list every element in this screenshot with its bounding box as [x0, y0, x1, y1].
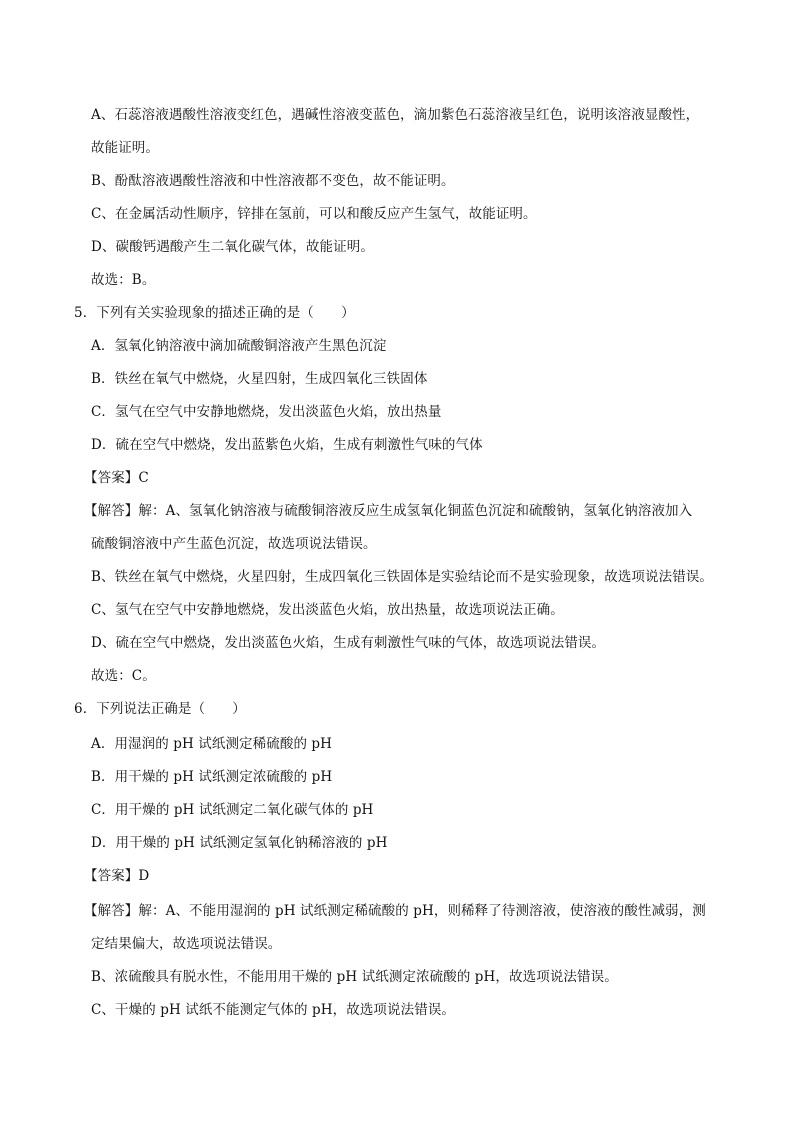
q6-option-a: A．用湿润的 pH 试纸测定稀硫酸的 pH	[91, 736, 333, 752]
q6-answer: 【答案】D	[84, 868, 150, 884]
q5-analysis-line-2: 硫酸铜溶液中产生蓝色沉淀，故选项说法错误。	[91, 536, 377, 552]
q5-option-b: B．铁丝在氧气中燃烧，火星四射，生成四氧化三铁固体	[91, 371, 428, 387]
q5-analysis-line-1: 【解答】解：A、氢氧化钠溶液与硫酸铜溶液反应生成氢氧化铜蓝色沉淀和硫酸钠，氢氧化钠溶液加入	[84, 503, 693, 519]
q4-analysis-line-a: A、石蕊溶液遇酸性溶液变红色，遇碱性溶液变蓝色，滴加紫色石蕊溶液呈红色，说明该溶液显酸性，	[91, 107, 700, 123]
q4-analysis-line-d: D、碳酸钙遇酸产生二氧化碳气体，故能证明。	[91, 239, 374, 255]
q6-analysis-line-2: 定结果偏大，故选项说法错误。	[91, 936, 282, 952]
q5-final-choice: 故选：C。	[91, 668, 156, 684]
q5-option-d: D．硫在空气中燃烧，发出蓝紫色火焰，生成有刺激性气味的气体	[91, 437, 483, 453]
q6-option-d: D．用干燥的 pH 试纸测定氢氧化钠稀溶液的 pH	[91, 835, 388, 851]
q4-analysis-line-b: B、酚酞溶液遇酸性溶液和中性溶液都不变色，故不能证明。	[91, 173, 455, 189]
q4-analysis-line-a-cont: 故能证明。	[91, 140, 159, 156]
q5-analysis-line-5: D、硫在空气中燃烧，发出淡蓝色火焰，生成有刺激性气味的气体，故选项说法错误。	[91, 635, 606, 651]
q5-option-a: A．氢氧化钠溶液中滴加硫酸铜溶液产生黑色沉淀	[91, 338, 387, 354]
q4-analysis-line-c: C、在金属活动性顺序，锌排在氢前，可以和酸反应产生氢气，故能证明。	[91, 206, 537, 222]
q6-option-b: B．用干燥的 pH 试纸测定浓硫酸的 pH	[91, 769, 333, 785]
q6-analysis-line-3: B、浓硫酸具有脱水性，不能用用干燥的 pH 试纸测定浓硫酸的 pH，故选项说法错误。	[91, 969, 618, 985]
q6-analysis-line-1: 【解答】解：A、不能用湿润的 pH 试纸测定稀硫酸的 pH，则稀释了待测溶液，使溶液的酸性减弱，测	[84, 903, 706, 919]
q5-analysis-line-3: B、铁丝在氧气中燃烧，火星四射，生成四氧化三铁固体是实验结论而不是实验现象，故选项说法错误。	[91, 569, 714, 585]
q5-option-c: C．氢气在空气中安静地燃烧，发出淡蓝色火焰，放出热量	[91, 404, 442, 420]
q5-stem: 5．下列有关实验现象的描述正确的是（ ）	[74, 305, 355, 321]
q4-final-choice: 故选：B。	[91, 272, 156, 288]
q6-analysis-line-4: C、干燥的 pH 试纸不能测定气体的 pH，故选项说法错误。	[91, 1002, 456, 1018]
q6-option-c: C．用干燥的 pH 试纸测定二氧化碳气体的 pH	[91, 802, 374, 818]
q6-stem: 6．下列说法正确是（ ）	[74, 701, 246, 717]
q5-analysis-line-4: C、氢气在空气中安静地燃烧，发出淡蓝色火焰，放出热量，故选项说法正确。	[91, 602, 564, 618]
q5-answer: 【答案】C	[84, 470, 149, 486]
